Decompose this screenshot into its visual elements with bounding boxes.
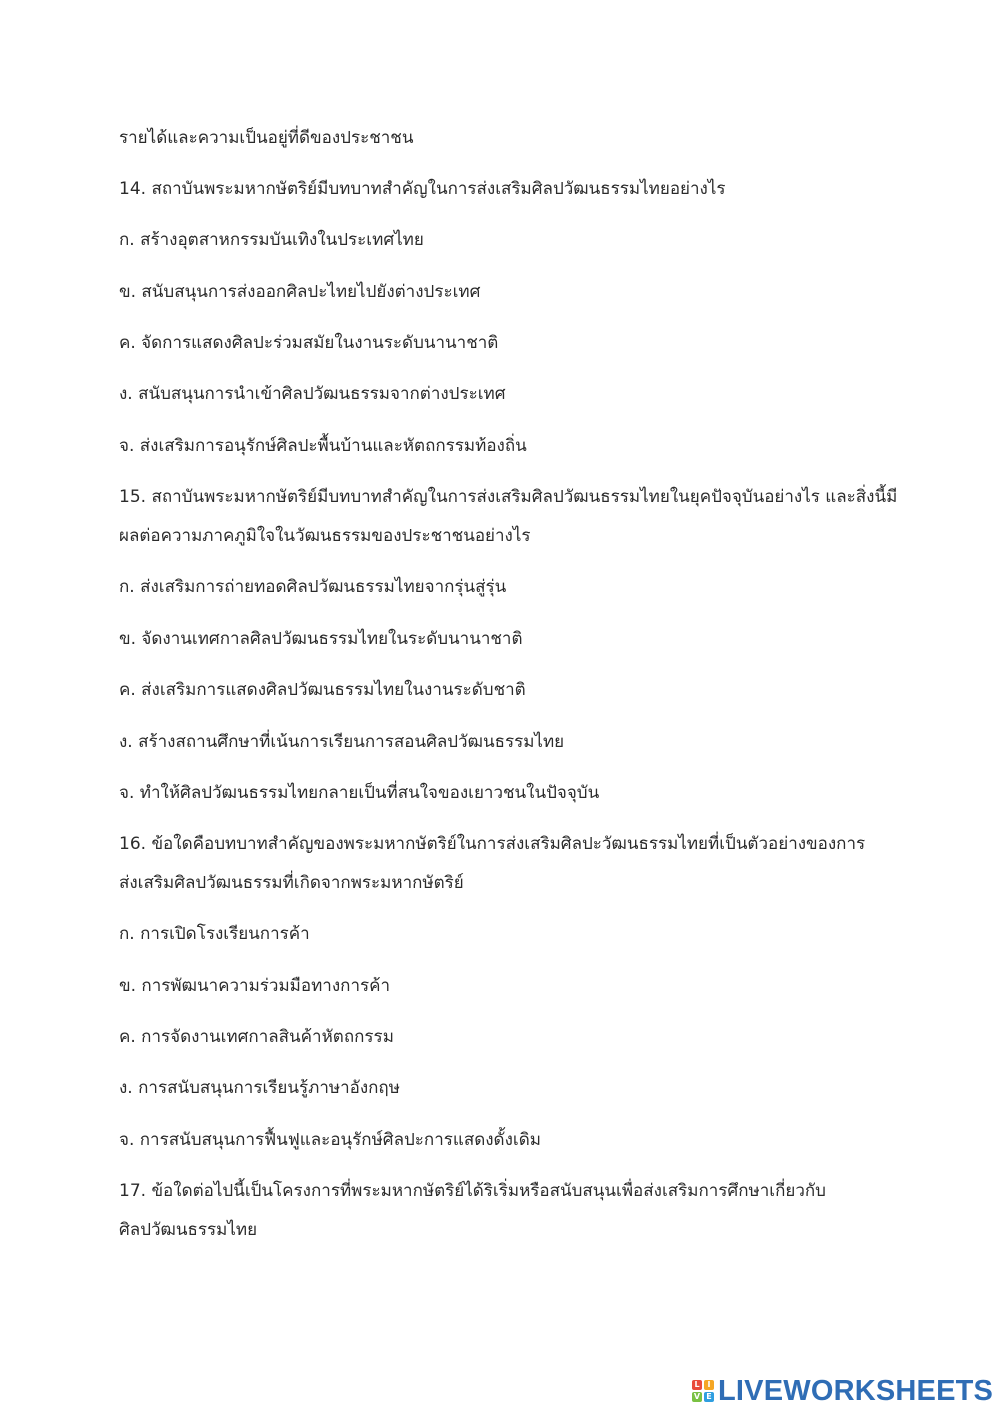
option-15-a: ก. ส่งเสริมการถ่ายทอดศิลปวัฒนธรรมไทยจากรุ่นสู่รุ่น [119,577,507,597]
logo-square-e: E [704,1392,714,1402]
option-16-a: ก. การเปิดโรงเรียนการค้า [119,924,310,944]
question-17-continued: ศิลปวัฒนธรรมไทย [119,1220,258,1240]
question-15-continued: ผลต่อความภาคภูมิใจในวัฒนธรรมของประชาชนอย่างไร [119,526,531,546]
option-15-e: จ. ทำให้ศิลปวัฒนธรรมไทยกลายเป็นที่สนใจของเยาวชนในปัจจุบัน [119,783,600,803]
option-16-b: ข. การพัฒนาความร่วมมือทางการค้า [119,976,391,996]
option-16-c: ค. การจัดงานเทศกาลสินค้าหัตถกรรม [119,1027,394,1047]
option-14-a: ก. สร้างอุตสาหกรรมบันเทิงในประเทศไทย [119,230,424,250]
option-16-e: จ. การสนับสนุนการฟื้นฟูและอนุรักษ์ศิลปะการแสดงดั้งเดิม [119,1130,541,1150]
option-15-d: ง. สร้างสถานศึกษาที่เน้นการเรียนการสอนศิลปวัฒนธรรมไทย [119,732,565,752]
question-16: 16. ข้อใดคือบทบาทสำคัญของพระมหากษัตริย์ในการส่งเสริมศิลปะวัฒนธรรมไทยที่เป็นตัวอย่างของการ [119,834,866,854]
question-17: 17. ข้อใดต่อไปนี้เป็นโครงการที่พระมหากษัตริย์ได้ริเริ่มหรือสนับสนุนเพื่อส่งเสริมการศึกษาเกี่ยวกับ [119,1181,826,1201]
option-15-c: ค. ส่งเสริมการแสดงศิลปวัฒนธรรมไทยในงานระดับชาติ [119,680,526,700]
liveworksheets-logo[interactable] [692,1376,993,1406]
logo-square-v: V [693,1392,701,1401]
option-14-c: ค. จัดการแสดงศิลปะร่วมสมัยในงานระดับนานาชาติ [119,333,499,353]
text-line: รายได้และความเป็นอยู่ที่ดีของประชาชน [119,128,414,148]
question-16-continued: ส่งเสริมศิลปวัฒนธรรมที่เกิดจากพระมหากษัตริย์ [119,873,464,893]
option-16-d: ง. การสนับสนุนการเรียนรู้ภาษาอังกฤษ [119,1078,400,1098]
option-14-b: ข. สนับสนุนการส่งออกศิลปะไทยไปยังต่างประเทศ [119,282,481,302]
option-14-d: ง. สนับสนุนการนำเข้าศิลปวัฒนธรรมจากต่างประเทศ [119,384,506,404]
logo-square-i: I [704,1380,714,1390]
logo-mark-icon [692,1380,714,1402]
logo-square-l: L [692,1380,702,1390]
question-14: 14. สถาบันพระมหากษัตริย์มีบทบาทสำคัญในการส่งเสริมศิลปวัฒนธรรมไทยอย่างไร [119,179,726,199]
option-14-e: จ. ส่งเสริมการอนุรักษ์ศิลปะพื้นบ้านและหัตถกรรมท้องถิ่น [119,436,527,456]
question-15: 15. สถาบันพระมหากษัตริย์มีบทบาทสำคัญในการส่งเสริมศิลปวัฒนธรรมไทยในยุคปัจจุบันอย่างไร และสิ่งนี้มี [119,487,898,507]
logo-text: LIVEWORKSHEETS [718,1374,994,1407]
option-15-b: ข. จัดงานเทศกาลศิลปวัฒนธรรมไทยในระดับนานาชาติ [119,629,523,649]
